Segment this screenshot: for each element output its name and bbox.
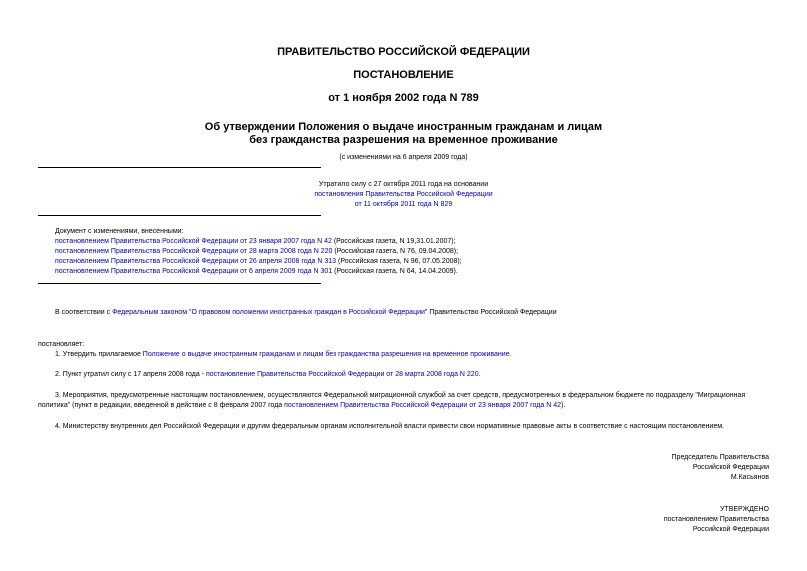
document-title-line1: Об утверждении Положения о выдаче иностранным гражданам и лицам	[204, 121, 603, 133]
amendment-source: (Российская газета, N 64, 14.04.2009).	[332, 268, 458, 275]
changes-note: (с изменениями на 6 апреля 2009 года)	[339, 154, 468, 161]
amendment-source: (Российская газета, N 96, 07.05.2008);	[336, 258, 462, 265]
point-4: 4. Министерству внутренних дел Российской Федерации и другим федеральным органам исполнительной власти привести свои нормативные правовые акты в соответствие с настоящим постановлением.	[55, 423, 724, 430]
amendment-link[interactable]: постановлением Правительства Российской Федерации от 28 марта 2008 года N 220	[55, 248, 333, 255]
amendment-source: (Российская газета, N 19,31.01.2007);	[331, 238, 456, 245]
point-2: 2. Пункт утратил силу с 17 апреля 2008 года - постановление Правительства Российской Федерации от 28 марта 2008 года N 220.	[55, 371, 481, 378]
amendment-link[interactable]: постановлением Правительства Российской Федерации от 6 апреля 2009 года N 301	[55, 268, 333, 275]
signature-country: Российской Федерации	[692, 464, 769, 471]
decrees-word: постановляет:	[38, 341, 85, 348]
lost-force-text: Утратило силу с 27 октября 2011 года на основании	[318, 181, 489, 188]
amendment-item	[55, 257, 462, 267]
approval-line2: постановлением Правительства	[663, 516, 769, 523]
amendment-decree-link[interactable]: постановлением Правительства Российской Федерации от 23 января 2007 года N 42	[284, 402, 562, 409]
lost-force-link-line1[interactable]: постановления Правительства Российской Федерации	[314, 191, 493, 198]
signature-name: М.Касьянов	[730, 474, 769, 481]
signature-block	[672, 453, 769, 483]
regulation-link[interactable]: Положение о выдаче иностранным гражданам и лицам без гражданства разрешения на временное проживание	[142, 351, 510, 358]
point-3-line1: 3. Мероприятия, предусмотренные настоящим постановлением, осуществляются Федеральной миграционной службой за счет средств, предусмотренных в федеральном бюджете по подразделу "Миграционная	[55, 392, 746, 399]
divider	[38, 215, 321, 216]
federal-law-link[interactable]: Федеральным законом "О правовом положении иностранных граждан в Российской Федерации"	[112, 309, 428, 316]
amendment-item	[55, 267, 458, 277]
amendment-item	[55, 247, 458, 257]
signature-position: Председатель Правительства	[671, 454, 769, 461]
point-1: 1. Утвердить прилагаемое Положение о выдаче иностранным гражданам и лицам без гражданства разрешения на временное проживание.	[55, 351, 512, 358]
amendment-link[interactable]: постановлением Правительства Российской Федерации от 23 января 2007 года N 42	[55, 238, 332, 245]
amendments-intro: Документ с изменениями, внесенными:	[55, 228, 184, 235]
document-date-number: от 1 ноября 2002 года N 789	[328, 92, 479, 104]
document-title-line2: без гражданства разрешения на временное проживание	[249, 134, 558, 146]
lost-force-link-line2[interactable]: от 11 октября 2011 года N 829	[354, 201, 453, 208]
document-type: ПОСТАНОВЛЕНИЕ	[353, 69, 454, 81]
approval-title: УТВЕРЖДЕНО	[719, 506, 769, 513]
approval-line3: Российской Федерации	[692, 526, 769, 533]
point-3-line2: политика" (пункт в редакции, введенной в действие с 8 февраля 2007 года постановлением Правительства Российской Федерации от 23 января 2007 года N 42).	[38, 402, 566, 409]
issuing-authority: ПРАВИТЕЛЬСТВО РОССИЙСКОЙ ФЕДЕРАЦИИ	[277, 46, 530, 58]
repeal-decree-link[interactable]: постановление Правительства Российской Федерации от 28 марта 2008 года N 220	[205, 371, 479, 378]
amendment-link[interactable]: постановлением Правительства Российской Федерации от 26 апреля 2008 года N 313	[55, 258, 337, 265]
preamble: В соответствии с Федеральным законом "О правовом положении иностранных граждан в Российской Федерации" Правительство Российской Федерации	[55, 309, 557, 316]
amendment-source: (Российская газета, N 76, 09.04.2008);	[332, 248, 459, 255]
lost-force-notice	[0, 180, 807, 210]
divider	[38, 167, 321, 168]
divider	[38, 283, 321, 284]
approval-block	[664, 505, 769, 535]
amendment-item	[55, 237, 456, 247]
